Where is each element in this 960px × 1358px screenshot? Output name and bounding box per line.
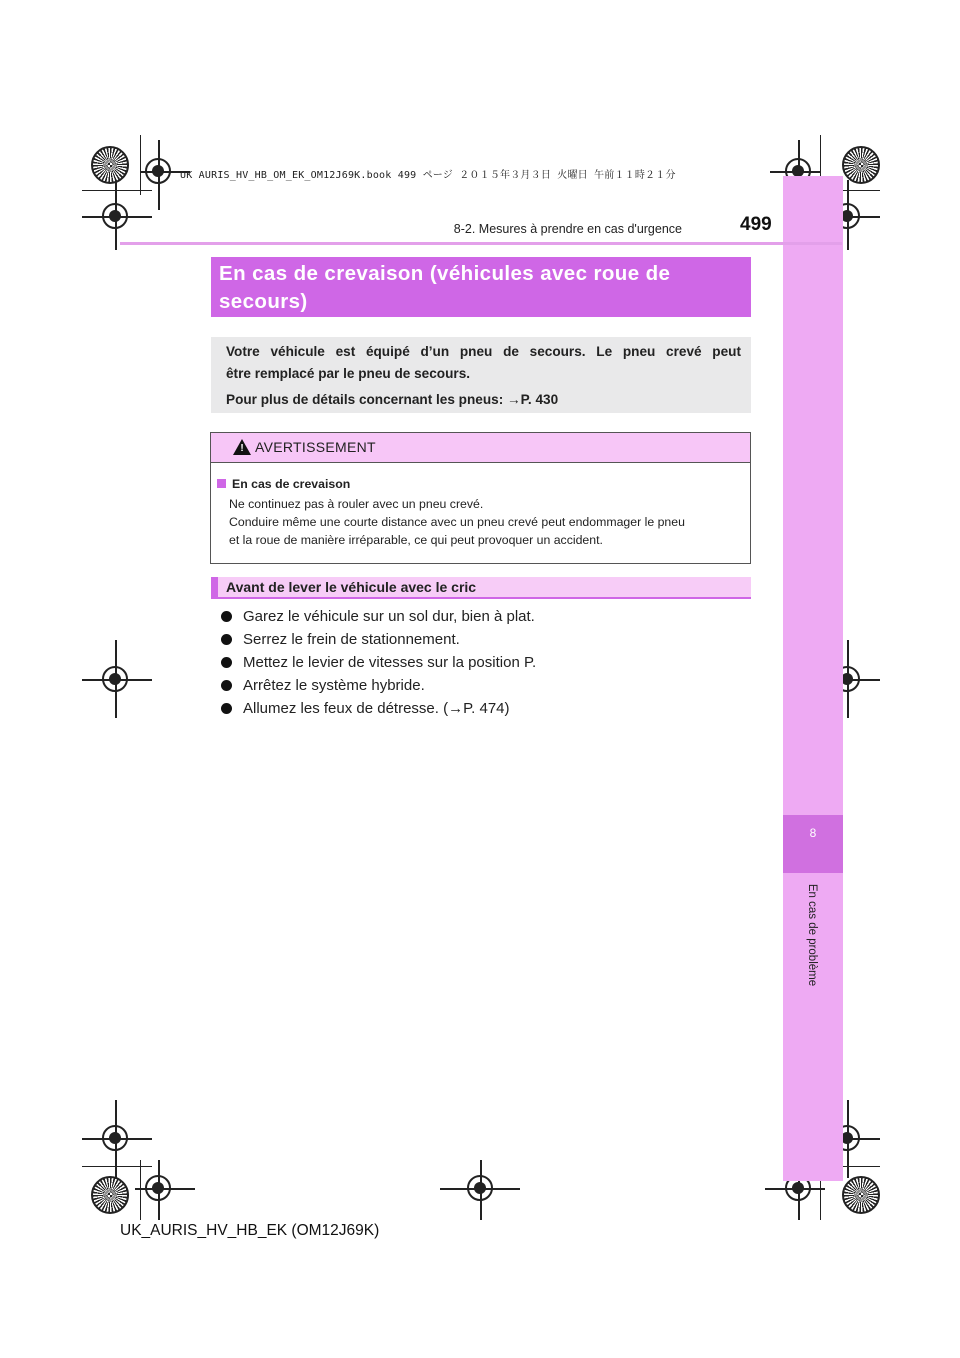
header-rule <box>120 242 842 245</box>
list-item-text: Arrêtez le système hybride. <box>243 677 425 694</box>
warning-line: Ne continuez pas à rouler avec un pneu crevé. <box>229 497 484 511</box>
bullet-dot-icon <box>221 680 232 691</box>
warning-header <box>211 433 750 463</box>
section-title: 8-2. Mesures à prendre en cas d'urgence <box>453 222 682 236</box>
chapter-number: 8 <box>809 826 817 840</box>
registration-mark-icon <box>102 1125 128 1151</box>
intro-box <box>211 337 751 413</box>
list-item <box>221 674 741 697</box>
registration-mark-icon <box>145 1175 171 1201</box>
square-bullet-icon <box>217 479 226 488</box>
crop-star-mark-icon <box>842 1176 880 1214</box>
registration-mark-icon <box>145 158 171 184</box>
list-item-text: Mettez le levier de vitesses sur la position P. <box>243 654 537 671</box>
bullet-dot-icon <box>221 611 232 622</box>
warning-subtitle <box>217 475 743 493</box>
intro-line: Votre véhicule est équipé d’un pneu de secours. Le pneu crevé peut <box>226 344 741 359</box>
list-item-text: Serrez le frein de stationnement. <box>243 631 460 648</box>
chapter-label: En cas de problème <box>806 883 818 987</box>
list-item-text: Garez le véhicule sur un sol dur, bien à plat. <box>243 608 535 625</box>
bullet-list <box>221 605 741 720</box>
bullet-dot-icon <box>221 703 232 714</box>
warning-title: AVERTISSEMENT <box>255 439 376 455</box>
page-number: 499 <box>740 214 772 235</box>
registration-mark-icon <box>467 1175 493 1201</box>
side-tab <box>783 176 843 1181</box>
book-stamp: UK AURIS_HV_HB_OM_EK_OM12J69K.book 499 ページ ２０１５年３月３日 火曜日 午前１１時２１分 <box>180 170 676 181</box>
page-title: En cas de crevaison (véhicules avec roue de secours) <box>211 257 751 317</box>
registration-mark-icon <box>102 203 128 229</box>
bullet-dot-icon <box>221 634 232 645</box>
intro-line: être remplacé par le pneu de secours. <box>226 366 471 381</box>
registration-mark-icon <box>102 666 128 692</box>
crop-star-mark-icon <box>91 1176 129 1214</box>
warning-box <box>210 432 751 564</box>
footer-code: UK_AURIS_HV_HB_EK (OM12J69K) <box>120 1222 380 1239</box>
side-tab-chapter-marker <box>783 815 843 873</box>
list-item <box>221 628 741 651</box>
intro-reference: Pour plus de détails concernant les pneus: →P. 430 <box>226 392 559 407</box>
warning-line: et la roue de manière irréparable, ce qui peut provoquer un accident. <box>229 533 603 547</box>
crop-star-mark-icon <box>91 146 129 184</box>
subsection-heading: Avant de lever le véhicule avec le cric <box>211 577 751 599</box>
warning-subtitle-text: En cas de crevaison <box>232 477 351 491</box>
warning-body <box>217 475 743 549</box>
list-item <box>221 605 741 628</box>
list-item <box>221 651 741 674</box>
exclamation-icon: ! <box>240 443 244 454</box>
list-item <box>221 697 741 720</box>
crop-star-mark-icon <box>842 146 880 184</box>
list-item-text: Allumez les feux de détresse. (→P. 474) <box>243 700 510 717</box>
warning-line: Conduire même une courte distance avec un pneu crevé peut endommager le pneu <box>229 515 685 529</box>
bullet-dot-icon <box>221 657 232 668</box>
